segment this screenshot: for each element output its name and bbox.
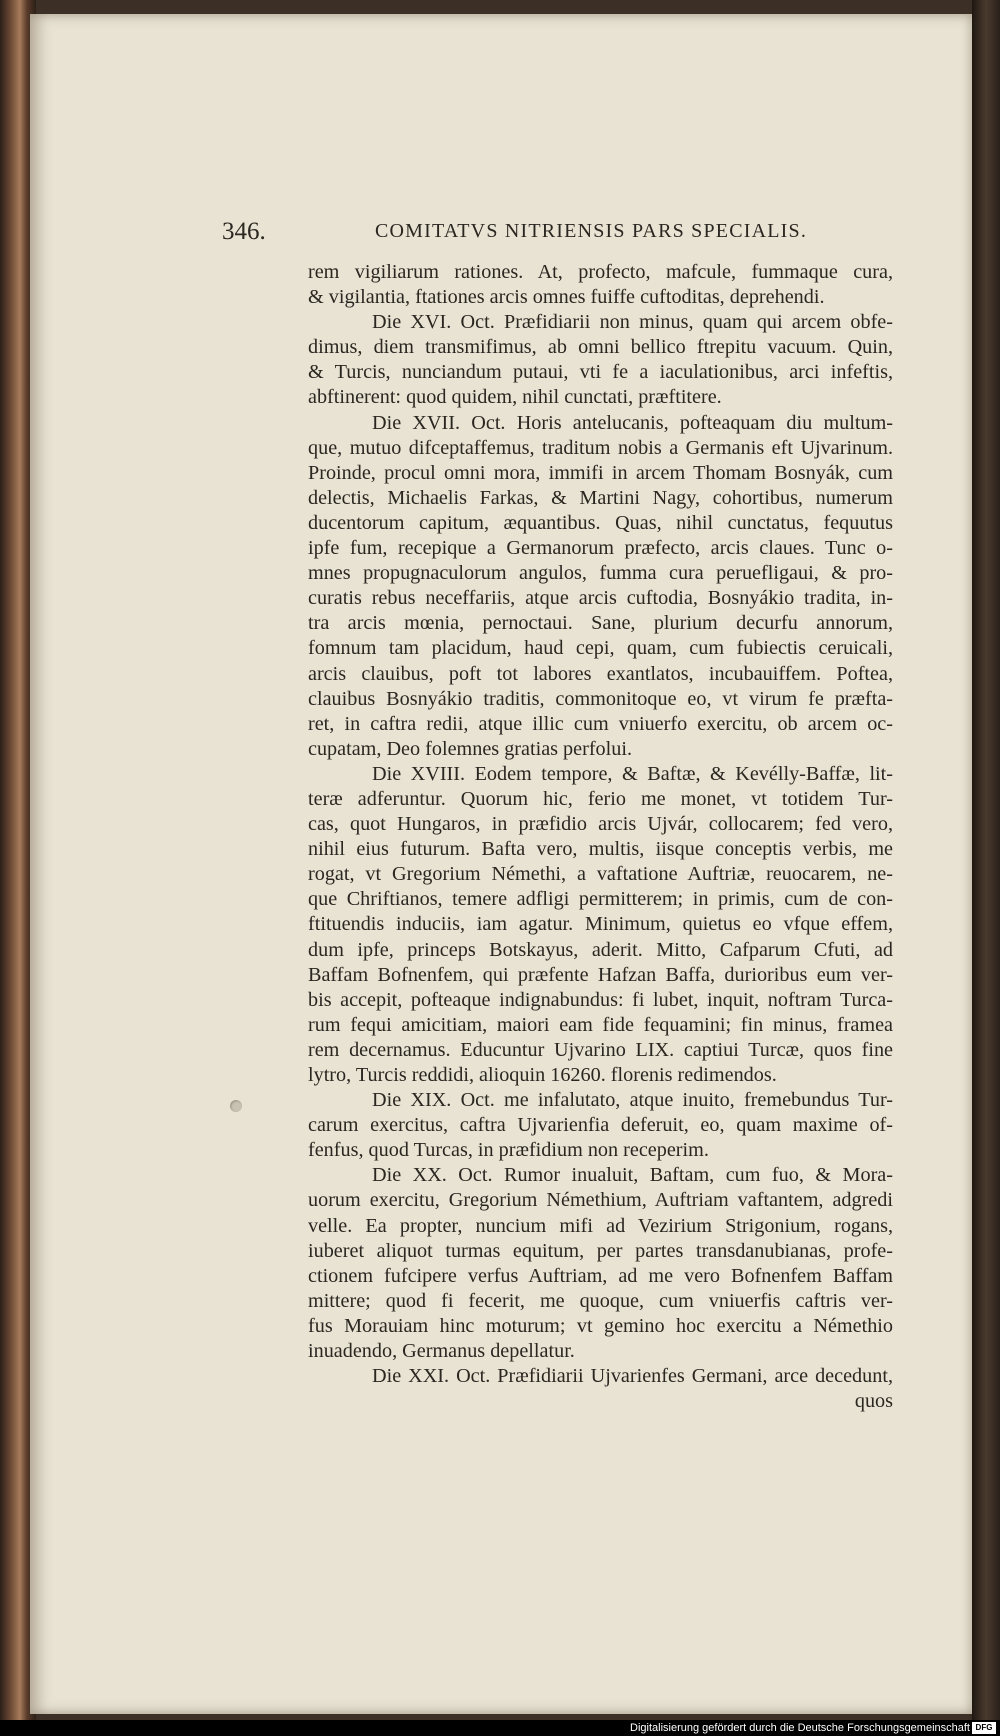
text-line: que, mutuo difceptaffemus, traditum nobis a Germanis eft Ujvarinum. (308, 436, 893, 459)
catchword: quos (854, 1390, 893, 1413)
text-line: ftituendis induciis, iam agatur. Minimum, quietus eo vfque effem, (308, 913, 893, 936)
text-line: & vigilantia, ftationes arcis omnes fuiffe cuftoditas, deprehendi. (308, 286, 825, 309)
text-line: Die XIX. Oct. me infalutato, atque inuito, fremebundus Tur- (372, 1089, 893, 1112)
text-line: rum fequi amicitiam, maiori eam fide fequamini; fin minus, framea (308, 1013, 893, 1036)
text-line: bis accepit, pofteaque indignabundus: fi lubet, inquit, noftram Turca- (308, 988, 893, 1011)
text-line: Baffam Bofnenfem, qui præfente Hafzan Baffa, durioribus eum ver- (308, 963, 893, 986)
text-line: rogat, vt Gregorium Némethi, a vaftatione Auftriæ, reuocarem, ne- (308, 863, 893, 886)
page-right-shadow (972, 0, 1000, 1720)
text-line: fus Morauiam hinc moturum; vt gemino hoc exercitu a Némethio (308, 1314, 893, 1337)
text-line: arcis clauibus, poft tot labores exantlatos, incubauiffem. Poftea, (308, 662, 893, 685)
dfg-logo: DFG (972, 1722, 996, 1734)
text-line: rem vigiliarum rationes. At, profecto, mafcule, fummaque cura, (308, 261, 893, 283)
text-line: dimus, diem transmifimus, ab omni bellico ftrepitu vacuum. Quin, (308, 336, 893, 359)
text-line: carum exercitus, caftra Ujvarienfia deferuit, eo, quam maxime of- (308, 1114, 893, 1137)
text-line: rem decernamus. Educuntur Ujvarino LIX. captiui Turcæ, quos fine (308, 1038, 893, 1061)
text-line: Die XVIII. Eodem tempore, & Baftæ, & Kevélly-Baffæ, lit- (372, 762, 893, 785)
running-title: COMITATVS NITRIENSIS PARS SPECIALIS. (375, 220, 808, 242)
text-line: ret, in caftra redii, atque illic cum vniuerfo exercitu, ob arcem oc- (308, 712, 893, 735)
text-line: clauibus Bosnyákio traditis, commonitoque eo, vt virum fe præfta- (308, 687, 893, 710)
text-line: lytro, Turcis reddidi, alioquin 16260. florenis redimendos. (308, 1064, 777, 1086)
page-header (222, 218, 822, 258)
text-line: curatis rebus neceffariis, atque arcis cuftodia, Bosnyákio tradita, in- (308, 587, 893, 610)
text-line: mittere; quod fi fecerit, me quoque, cum vniuerfis caftris ver- (308, 1289, 893, 1312)
text-line: ctionem fufcipere verfus Auftriam, ad me vero Bofnenfem Baffam (308, 1264, 893, 1287)
text-line: & Turcis, nunciandum putaui, vti fe a iaculationibus, arci infeftis, (308, 361, 893, 384)
text-line: fomnum tam placidum, haud cepi, quam, cum fubiectis ceruicali, (308, 637, 893, 660)
text-line: uorum exercitu, Gregorium Némethium, Auftriam vaftantem, adgredi (308, 1189, 893, 1212)
text-line: cas, quot Hungaros, in præfidio arcis Ujvár, collocarem; fed vero, (308, 813, 893, 836)
text-line: Die XVII. Oct. Horis antelucanis, pofteaquam diu multum- (372, 411, 893, 434)
text-line: delectis, Michaelis Farkas, & Martini Nagy, cohortibus, numerum (308, 486, 893, 509)
paper-hole (230, 1100, 242, 1112)
text-line: ducentorum capitum, æquantibus. Quas, nihil cunctatus, fequutus (308, 511, 893, 534)
text-line: dum ipfe, princeps Botskayus, aderit. Mitto, Cafparum Cfuti, ad (308, 938, 893, 961)
page-number: 346. (222, 218, 266, 245)
footer-credit: Digitalisierung gefördert durch die Deutsche Forschungsgemeinschaft (630, 1722, 970, 1734)
text-line: Die XX. Oct. Rumor inualuit, Baftam, cum fuo, & Mora- (372, 1164, 893, 1187)
body-text (308, 260, 893, 1414)
text-line: cupatam, Deo folemnes gratias perfolui. (308, 737, 633, 760)
text-line: ipfe fum, recepique a Germanorum præfecto, arcis claues. Tunc o- (308, 537, 893, 560)
text-line: nihil eius futurum. Bafta vero, multis, iisque conceptis verbis, me (308, 838, 893, 861)
text-line: abftinerent: quod quidem, nihil cunctati, præftitere. (308, 386, 722, 409)
text-line: Die XVI. Oct. Præfidiarii non minus, quam qui arcem obfe- (372, 311, 893, 334)
text-line: mnes propugnaculorum angulos, fumma cura peruefligaui, & pro- (308, 562, 893, 585)
text-line: iuberet aliquot turmas equitum, per partes transdanubianas, profe- (308, 1239, 893, 1262)
text-line: teræ adferuntur. Quorum hic, ferio me monet, vt totidem Tur- (308, 787, 893, 810)
text-line: tra arcis mœnia, pernoctaui. Sane, plurium decurfu annorum, (308, 612, 893, 635)
text-line: Die XXI. Oct. Præfidiarii Ujvarienfes Germani, arce decedunt, (372, 1365, 893, 1388)
text-line: Proinde, procul omni mora, immifi in arcem Thomam Bosnyák, cum (308, 461, 893, 484)
text-line: velle. Ea propter, nuncium mifi ad Vezirium Strigonium, rogans, (308, 1214, 893, 1237)
text-line: inuadendo, Germanus depellatur. (308, 1340, 575, 1363)
text-line: que Chriftianos, temere adfligi permitterem; in primis, cum de con- (308, 888, 893, 911)
text-line: fenfus, quod Turcas, in præfidium non receperim. (308, 1139, 709, 1162)
